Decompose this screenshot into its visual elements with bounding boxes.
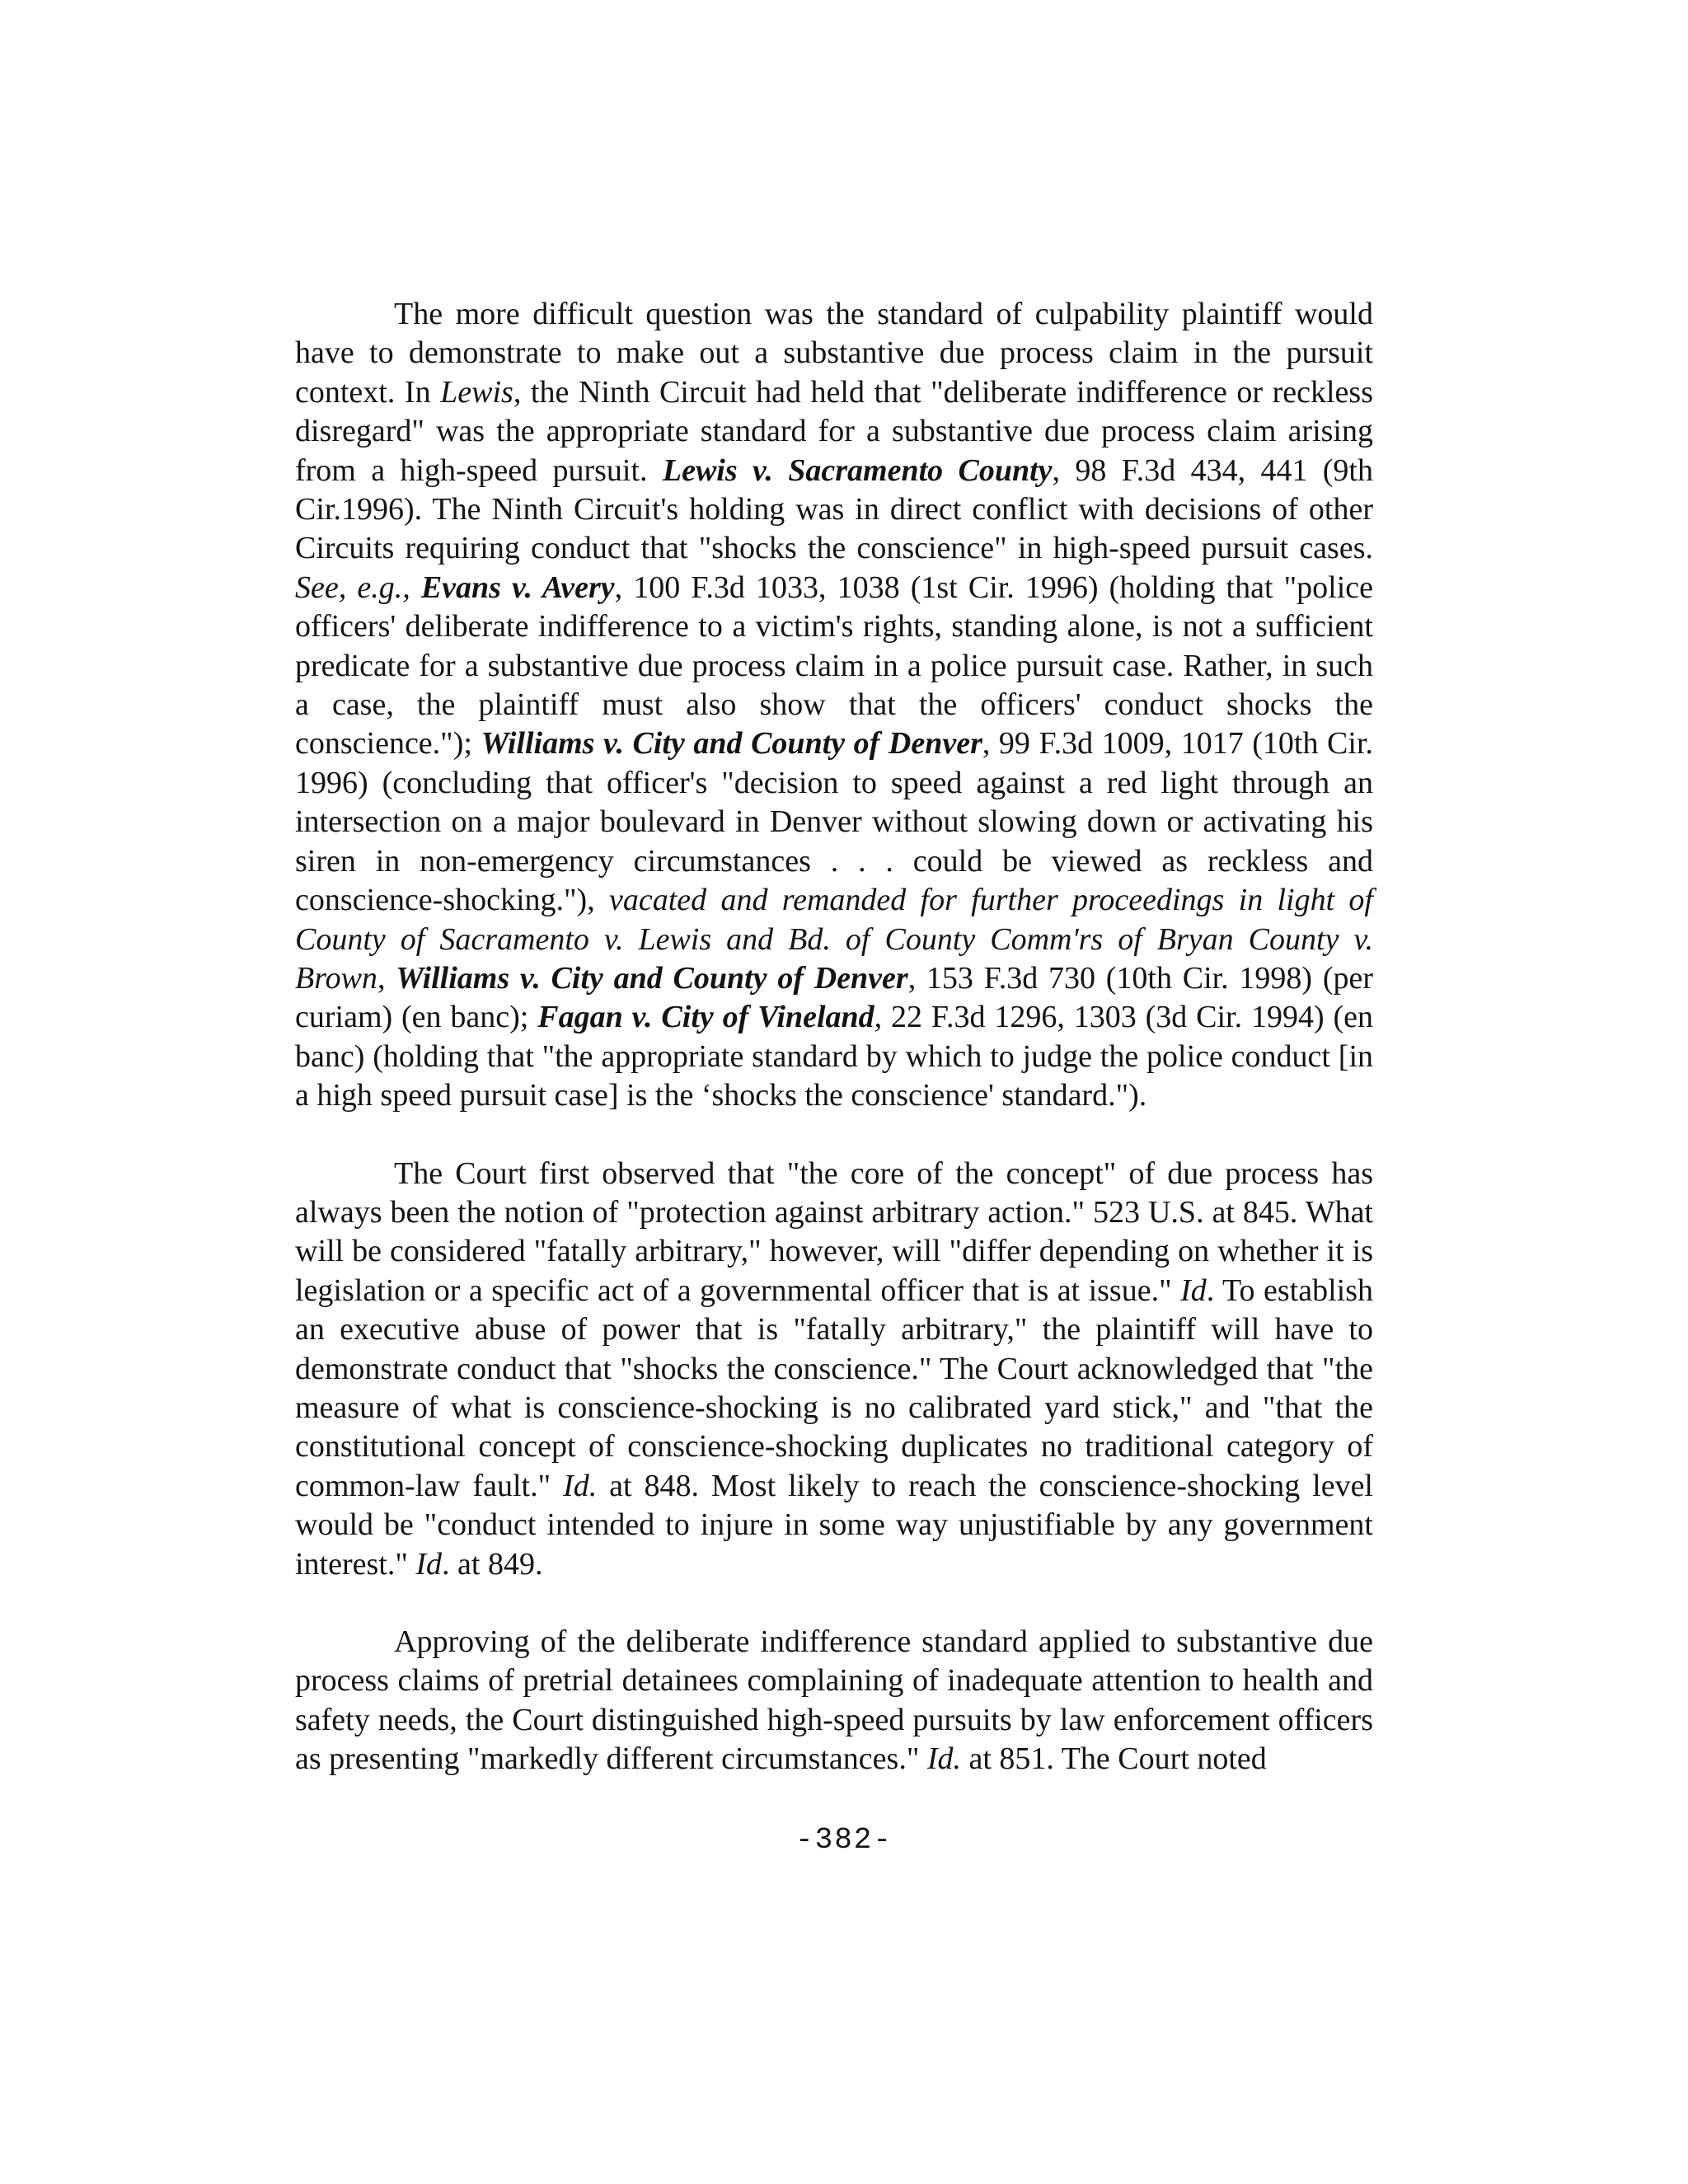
paragraph-1 — [295, 295, 1373, 1116]
text-segment: The Court first observed that "the core of the concept" of due process has always been the notion of "protection against arbitrary action." 523 U.S. at 845. What will be considered "fatally arbitrary," however, will "differ depending on whether it is legislation or a specific act of a governmental officer that is at issue." — [295, 1155, 1373, 1308]
case-citation: Fagan v. City of Vineland — [537, 1000, 874, 1035]
page-number: -382- — [795, 1823, 893, 1857]
text-segment: , 99 F.3d 1009, 1017 (10th Cir. 1996) (concluding that officer's "decision to speed against a red light through an intersection on a major boulevard in Denver without slowing down or activating his siren in non-emergency circumstances . . . could be viewed as reckless and conscience-shocking."), — [295, 726, 1374, 918]
text-segment: . at 849. — [442, 1546, 543, 1582]
text-segment: , — [377, 960, 396, 996]
italic-text: vacated and remanded for further proceedings in light of County of Sacramento v. Lewis and Bd. of County Comm'rs of Bryan County v. Brown — [295, 883, 1373, 996]
case-citation: Williams v. City and County of Denver — [481, 726, 982, 762]
italic-text: See, e.g., — [295, 569, 421, 605]
paragraph-2 — [295, 1155, 1373, 1584]
body-text — [295, 295, 1373, 1779]
case-citation: Evans v. Avery — [420, 569, 615, 605]
italic-text: Lewis — [440, 374, 513, 410]
text-segment: , 100 F.3d 1033, 1038 (1st Cir. 1996) (holding that "police officers' deliberate indifference to a victim's rights, standing alone, is not a sufficient predicate for a substantive due process claim in a police pursuit case. Rather, in such a case, the plaintiff must also show that the officers' conduct shocks the conscience."); — [295, 569, 1373, 762]
text-segment: . To establish an executive abuse of power that is "fatally arbitrary," the plaintiff will have to demonstrate conduct that "shocks the conscience." The Court acknowledged that "the measure of what is conscience-shocking is no calibrated yard stick," and "that the constitutional concept of conscience-shocking duplicates no traditional category of common-law fault." — [295, 1272, 1373, 1503]
text-segment: at 851. The Court noted — [960, 1741, 1267, 1777]
paragraph-3 — [295, 1623, 1373, 1779]
text-segment: , 153 F.3d 730 (10th Cir. 1998) (per curiam) (en banc); — [295, 960, 1373, 1035]
case-citation: Lewis v. Sacramento County — [662, 452, 1053, 488]
text-segment: The more difficult question was the standard of culpability plaintiff would have to demonstrate to make out a substantive due process claim in the pursuit context. In — [295, 297, 1373, 410]
text-segment: at 848. Most likely to reach the conscience-shocking level would be "conduct intended to injure in some way unjustifiable by any government interest." — [295, 1468, 1373, 1582]
italic-text: Id — [1180, 1272, 1207, 1308]
italic-text: Id — [415, 1546, 443, 1582]
case-citation: Williams v. City and County of Denver — [396, 960, 908, 996]
italic-text: Id. — [563, 1468, 598, 1503]
text-segment: , the Ninth Circuit had held that "deliberate indifference or reckless disregard" was the appropriate standard for a substantive due process claim arising from a high-speed pursuit. — [295, 374, 1373, 488]
italic-text: Id. — [926, 1741, 961, 1777]
text-segment: , 22 F.3d 1296, 1303 (3d Cir. 1994) (en banc) (holding that "the appropriate standard by which to judge the police conduct [in a high speed pursuit case] is the ‘shocks the conscience' standard."). — [295, 1000, 1373, 1113]
text-segment: , 98 F.3d 434, 441 (9th Cir.1996). The Ninth Circuit's holding was in direct conflict with decisions of other Circuits requiring conduct that "shocks the conscience" in high-speed pursuit cases. — [295, 452, 1373, 566]
text-segment: Approving of the deliberate indifference standard applied to substantive due process claims of pretrial detainees complaining of inadequate attention to health and safety needs, the Court distinguished high-speed pursuits by law enforcement officers as presenting "markedly different circumstances." — [295, 1624, 1373, 1777]
